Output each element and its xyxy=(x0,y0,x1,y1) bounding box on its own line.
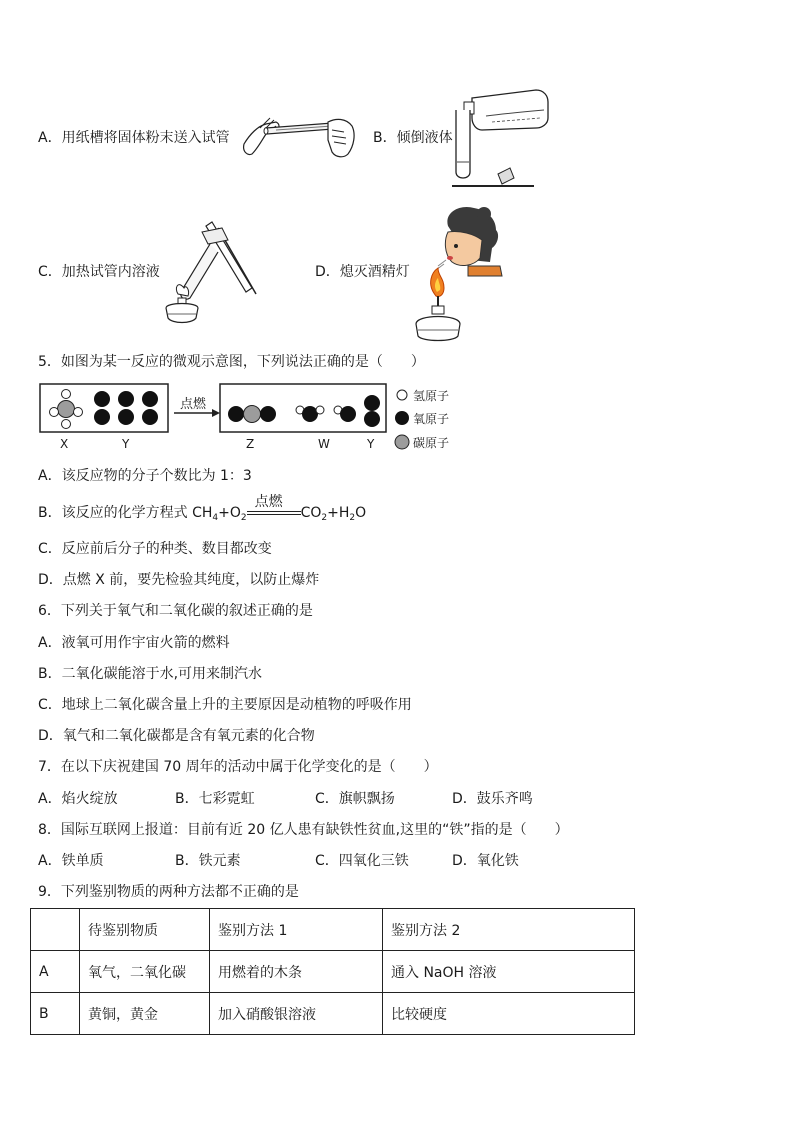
table-cell: 用燃着的木条 xyxy=(210,951,383,993)
q6-option-c: C．地球上二氧化碳含量上升的主要原因是动植物的呼吸作用 xyxy=(38,697,412,713)
q4-option-b: B．倾倒液体 xyxy=(373,130,453,146)
q7-stem: 7．在以下庆祝建国 70 周年的活动中属于化学变化的是（ ） xyxy=(38,759,438,775)
q7-option-b: B．七彩霓虹 xyxy=(175,791,255,807)
table-cell: 鉴别方法 1 xyxy=(210,909,383,951)
legend-oxygen-label: 氧原子 xyxy=(413,412,450,426)
table-cell: 待鉴别物质 xyxy=(80,909,210,951)
q5-option-b xyxy=(38,494,367,528)
equation-condition: 点燃 xyxy=(247,506,301,520)
paper-trough-test-tube-figure xyxy=(236,104,362,166)
table-cell: 比较硬度 xyxy=(383,993,635,1035)
label-y2: Y xyxy=(367,437,375,451)
table-cell: 通入 NaOH 溶液 xyxy=(383,951,635,993)
legend-hydrogen-label: 氢原子 xyxy=(413,389,450,403)
table-cell: 鉴别方法 2 xyxy=(383,909,635,951)
q7-option-a: A．焰火绽放 xyxy=(38,791,118,807)
q5-option-b-prefix: B．该反应的化学方程式 xyxy=(38,505,193,521)
table-row xyxy=(31,993,635,1035)
q5-stem: 5．如图为某一反应的微观示意图，下列说法正确的是（ ） xyxy=(38,354,425,370)
hydrogen-atom-legend-icon xyxy=(397,390,407,400)
heating-test-tube-figure xyxy=(152,218,264,326)
q6-option-a: A．液氧可用作宇宙火箭的燃料 xyxy=(38,635,230,651)
q7-option-d: D．鼓乐齐鸣 xyxy=(452,791,533,807)
q8-stem: 8．国际互联网上报道：目前有近 20 亿人患有缺铁性贫血,这里的“铁”指的是（ ） xyxy=(38,822,569,838)
q8-option-c: C．四氧化三铁 xyxy=(315,853,409,869)
label-z: Z xyxy=(246,437,255,451)
q6-option-b: B．二氧化碳能溶于水,可用来制汽水 xyxy=(38,666,263,682)
q8-option-d: D．氧化铁 xyxy=(452,853,519,869)
label-w: W xyxy=(318,437,330,451)
q5-option-d: D．点燃 X 前，要先检验其纯度，以防止爆炸 xyxy=(38,572,320,588)
pouring-liquid-figure xyxy=(452,84,552,190)
q4-option-a: A．用纸槽将固体粉末送入试管 xyxy=(38,130,230,146)
q5-option-c: C．反应前后分子的种类、数目都改变 xyxy=(38,541,272,557)
table-row xyxy=(31,951,635,993)
table-cell: A xyxy=(31,951,80,993)
oxygen-atom-legend-icon xyxy=(395,411,409,425)
equation-right: $CO_2+H_2O$ xyxy=(300,505,367,523)
q4-option-c: C．加热试管内溶液 xyxy=(38,264,160,280)
table-cell xyxy=(31,909,80,951)
table-cell: 加入硝酸银溶液 xyxy=(210,993,383,1035)
table-header-row xyxy=(31,909,635,951)
q6-option-d: D．氧气和二氧化碳都是含有氧元素的化合物 xyxy=(38,728,315,744)
label-y: Y xyxy=(122,437,130,451)
q4-option-d: D．熄灭酒精灯 xyxy=(315,264,410,280)
legend-carbon-label: 碳原子 xyxy=(413,436,450,450)
equation-left: $CH_4+O_2$ xyxy=(192,505,247,523)
blowing-out-lamp-figure xyxy=(408,204,504,344)
q7-option-c: C．旗帜飘扬 xyxy=(315,791,395,807)
q9-table xyxy=(30,908,635,1035)
table-cell: 黄铜，黄金 xyxy=(80,993,210,1035)
q8-option-b: B．铁元素 xyxy=(175,853,241,869)
carbon-atom-legend-icon xyxy=(395,435,409,449)
q8-option-a: A．铁单质 xyxy=(38,853,104,869)
q6-stem: 6．下列关于氧气和二氧化碳的叙述正确的是 xyxy=(38,603,313,619)
table-cell: 氧气，二氧化碳 xyxy=(80,951,210,993)
q9-stem: 9．下列鉴别物质的两种方法都不正确的是 xyxy=(38,884,299,900)
arrow-condition-label: 点燃 xyxy=(180,397,207,412)
q5-option-a: A．该反应物的分子个数比为 1：3 xyxy=(38,468,252,484)
carbon-dioxide-molecule-icon xyxy=(228,406,276,423)
label-x: X xyxy=(60,437,69,451)
table-cell: B xyxy=(31,993,80,1035)
